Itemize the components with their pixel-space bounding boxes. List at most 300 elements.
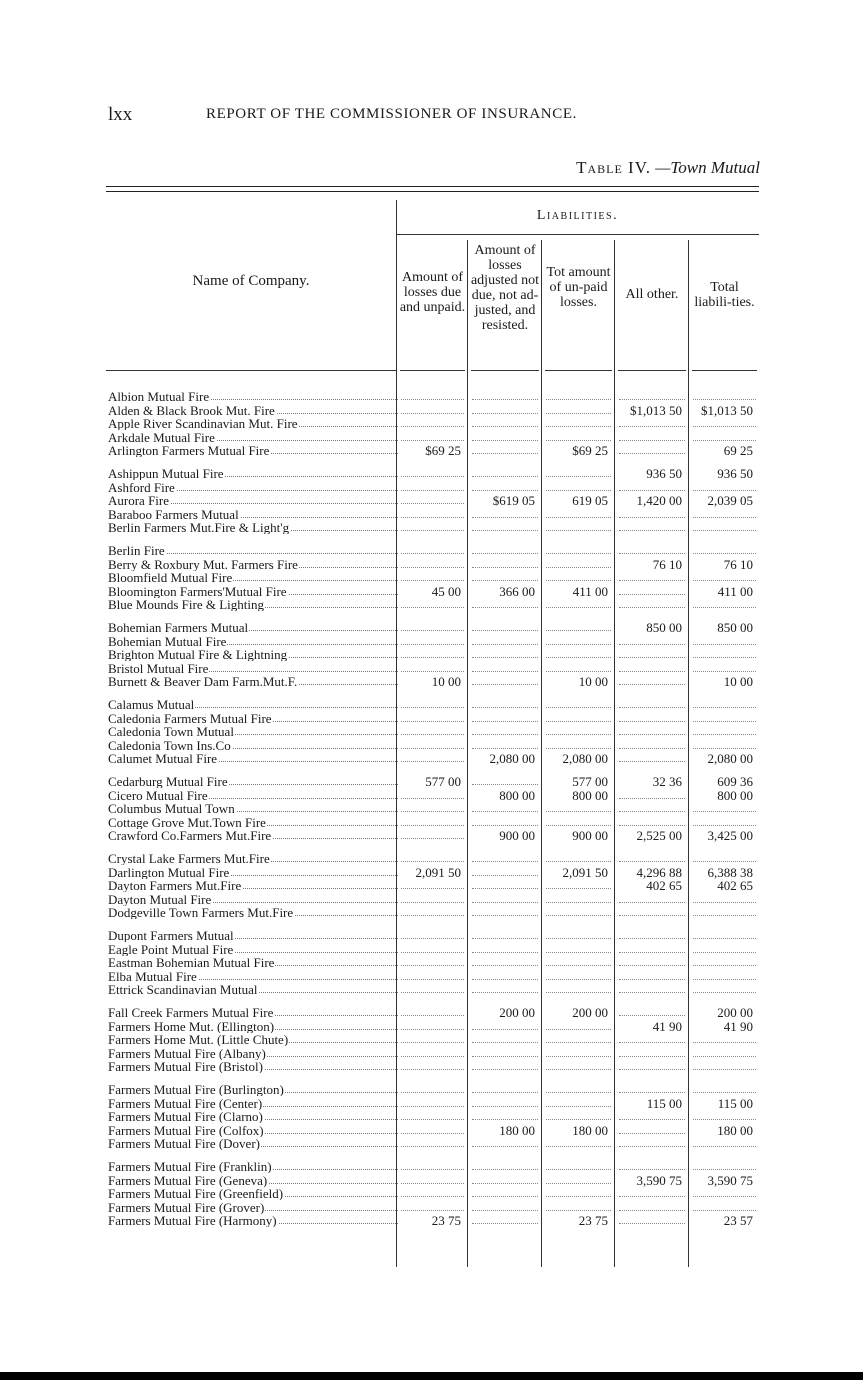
cell-value: 23 57: [723, 1213, 753, 1228]
empty-cell-leader: [693, 725, 756, 735]
empty-cell-leader: [401, 481, 464, 491]
company-name: [108, 635, 398, 648]
company-name-text: Columbus Mutual Town: [108, 802, 235, 815]
cell-value: $619 05: [492, 493, 535, 508]
empty-cell-leader: [472, 1160, 538, 1170]
empty-cell-leader: [472, 404, 538, 414]
empty-cell-leader: [693, 1160, 756, 1170]
empty-cell-leader: [619, 906, 685, 916]
value-cell: [619, 1174, 685, 1187]
table-caption-subtitle: —Town Mutual: [655, 158, 760, 177]
empty-cell-leader: [401, 494, 464, 504]
company-name: [108, 494, 398, 507]
empty-cell-leader: [619, 1214, 685, 1224]
empty-cell-leader: [546, 1083, 611, 1093]
table-row: [106, 893, 759, 906]
empty-cell-leader: [546, 1110, 611, 1120]
empty-cell-leader: [401, 544, 464, 554]
company-name-text: Caledonia Farmers Mutual Fire: [108, 711, 272, 725]
value-cell: [401, 1214, 464, 1227]
company-name-text: Cicero Mutual Fire: [108, 788, 208, 802]
company-name-text: Farmers Mutual Fire (Greenfield): [108, 1187, 284, 1200]
empty-cell-leader: [693, 698, 756, 708]
cell-value: 10 00: [723, 674, 753, 689]
empty-cell-leader: [693, 481, 756, 491]
empty-cell-leader: [693, 417, 756, 427]
empty-cell-leader: [619, 675, 685, 685]
empty-cell-leader: [401, 698, 464, 708]
company-name: [108, 1033, 398, 1046]
company-name-text: Calamus Mutual: [108, 698, 195, 711]
empty-cell-leader: [619, 802, 685, 812]
empty-cell-leader: [401, 906, 464, 916]
table-row: [106, 1060, 759, 1073]
empty-cell-leader: [546, 521, 611, 531]
company-name-text: Eagle Point Mutual Fire: [108, 942, 234, 956]
cell-value: 23 75: [431, 1213, 461, 1228]
empty-cell-leader: [693, 508, 756, 518]
empty-cell-leader: [619, 1110, 685, 1120]
cell-value: 619 05: [572, 493, 608, 508]
company-name-text: Farmers Home Mut. (Ellington): [108, 1019, 275, 1033]
value-cell: [693, 829, 756, 842]
empty-cell-leader: [619, 893, 685, 903]
empty-cell-leader: [546, 970, 611, 980]
cell-value: 2,091 50: [415, 864, 461, 880]
empty-cell-leader: [401, 662, 464, 672]
table-row: [106, 970, 759, 983]
running-title: REPORT OF THE COMMISSIONER OF INSURANCE.: [206, 106, 577, 122]
cell-value: 577 00: [425, 774, 461, 789]
empty-cell-leader: [546, 1097, 611, 1107]
cell-value: 200 00: [717, 1005, 753, 1020]
empty-cell-leader: [401, 1124, 464, 1134]
table-row: [106, 829, 759, 842]
cell-value: 2,080 00: [489, 751, 535, 766]
empty-cell-leader: [619, 598, 685, 608]
empty-cell-leader: [401, 467, 464, 477]
company-name: [108, 417, 398, 430]
empty-cell-leader: [546, 390, 611, 400]
cell-value: 76 10: [723, 556, 753, 572]
empty-cell-leader: [472, 983, 538, 993]
empty-cell-leader: [546, 571, 611, 581]
empty-cell-leader: [401, 648, 464, 658]
company-name: [108, 698, 398, 711]
empty-cell-leader: [546, 635, 611, 645]
company-name: [108, 648, 398, 661]
empty-cell-leader: [472, 1201, 538, 1211]
cell-value: 180 00: [572, 1122, 608, 1138]
empty-cell-leader: [401, 1201, 464, 1211]
value-cell: [472, 1006, 538, 1019]
value-cell: [619, 467, 685, 480]
value-cell: [546, 585, 611, 598]
cell-value: 115 00: [646, 1095, 682, 1111]
liabilities-heading: Liabilities.: [536, 208, 619, 223]
cell-value: 3,590 75: [636, 1172, 682, 1188]
empty-cell-leader: [401, 739, 464, 749]
empty-cell-leader: [472, 879, 538, 889]
cell-value: $69 25: [572, 443, 608, 458]
cell-value: 10 00: [431, 674, 461, 689]
table-row: [106, 1214, 759, 1227]
value-cell: [693, 1006, 756, 1019]
value-cell: [693, 444, 756, 457]
company-name: [108, 983, 398, 996]
empty-cell-leader: [693, 802, 756, 812]
company-name-text: Farmers Mutual Fire (Bristol): [108, 1060, 263, 1073]
company-name: [108, 1174, 398, 1187]
value-cell: [693, 1214, 756, 1227]
empty-cell-leader: [546, 1187, 611, 1197]
value-cell: [546, 444, 611, 457]
empty-cell-leader: [472, 1060, 538, 1070]
empty-cell-leader: [693, 662, 756, 672]
column-header-5: Total liabili-ties.: [694, 280, 755, 310]
empty-cell-leader: [401, 635, 464, 645]
company-name-text: Calumet Mutual Fire: [108, 752, 218, 765]
value-cell: [693, 775, 756, 788]
company-name-text: Aurora Fire: [108, 494, 170, 507]
empty-cell-leader: [619, 431, 685, 441]
empty-cell-leader: [401, 1110, 464, 1120]
company-name-text: Ashford Fire: [108, 480, 175, 494]
table-row: [106, 775, 759, 788]
empty-cell-leader: [546, 929, 611, 939]
empty-cell-leader: [693, 739, 756, 749]
cell-value: 3,590 75: [707, 1172, 753, 1188]
cell-value: 45 00: [431, 583, 461, 599]
table-row: [106, 521, 759, 534]
column-header-3: Tot amount of un-paid losses.: [546, 265, 611, 310]
empty-cell-leader: [546, 816, 611, 826]
company-name: [108, 508, 398, 521]
empty-cell-leader: [401, 1137, 464, 1147]
company-name-text: Bohemian Farmers Mutual: [108, 621, 249, 634]
empty-cell-leader: [546, 698, 611, 708]
table-row: [106, 1110, 759, 1123]
company-name: [108, 544, 398, 557]
empty-cell-leader: [619, 983, 685, 993]
empty-cell-leader: [472, 866, 538, 876]
empty-cell-leader: [546, 852, 611, 862]
company-name-text: Ettrick Scandinavian Mutual: [108, 983, 258, 996]
value-cell: [401, 675, 464, 688]
table-row: [106, 481, 759, 494]
company-name-text: Cedarburg Mutual Fire: [108, 775, 228, 788]
value-cell: [546, 775, 611, 788]
empty-cell-leader: [401, 508, 464, 518]
empty-cell-leader: [401, 789, 464, 799]
empty-cell-leader: [619, 585, 685, 595]
empty-cell-leader: [401, 943, 464, 953]
value-cell: [619, 866, 685, 879]
empty-cell-leader: [546, 648, 611, 658]
cell-value: 900 00: [499, 828, 535, 843]
empty-cell-leader: [472, 544, 538, 554]
table-row: [106, 816, 759, 829]
table-row: [106, 635, 759, 648]
cell-value: $69 25: [425, 443, 461, 458]
table-row: [106, 444, 759, 457]
company-name: [108, 1124, 398, 1137]
company-name: [108, 1083, 398, 1096]
empty-cell-leader: [693, 1201, 756, 1211]
company-name: [108, 802, 398, 815]
empty-cell-leader: [472, 802, 538, 812]
value-cell: [472, 829, 538, 842]
table-row: [106, 789, 759, 802]
empty-cell-leader: [472, 431, 538, 441]
company-name: [108, 1137, 398, 1150]
empty-cell-leader: [401, 956, 464, 966]
company-name-text: Crystal Lake Farmers Mut.Fire: [108, 852, 270, 865]
company-name-text: Farmers Mutual Fire (Geneva): [108, 1173, 268, 1187]
empty-cell-leader: [401, 558, 464, 568]
empty-cell-leader: [546, 1174, 611, 1184]
empty-cell-leader: [401, 816, 464, 826]
table-row: [106, 1006, 759, 1019]
company-name: [108, 929, 398, 942]
company-name: [108, 1006, 398, 1019]
company-name: [108, 598, 398, 611]
empty-cell-leader: [619, 1124, 685, 1134]
empty-cell-leader: [472, 775, 538, 785]
empty-cell-leader: [401, 1047, 464, 1057]
column-header-1: Amount of losses due and unpaid.: [399, 270, 466, 315]
empty-cell-leader: [693, 431, 756, 441]
value-cell: [472, 789, 538, 802]
company-name-text: Dupont Farmers Mutual: [108, 929, 234, 942]
cell-value: 6,388 38: [707, 864, 753, 880]
empty-cell-leader: [401, 571, 464, 581]
empty-cell-leader: [472, 1174, 538, 1184]
empty-cell-leader: [401, 621, 464, 631]
empty-cell-leader: [619, 521, 685, 531]
cell-value: 10 00: [578, 674, 608, 689]
table-row: [106, 906, 759, 919]
empty-cell-leader: [619, 929, 685, 939]
company-name: [108, 970, 398, 983]
table-row: [106, 494, 759, 507]
value-cell: [693, 621, 756, 634]
company-name-text: Caledonia Town Ins.Co: [108, 738, 231, 752]
empty-cell-leader: [693, 929, 756, 939]
empty-cell-leader: [619, 1083, 685, 1093]
company-name: [108, 467, 398, 480]
cell-value: 32 36: [652, 774, 682, 789]
company-name: [108, 752, 398, 765]
table-row: [106, 1047, 759, 1060]
empty-cell-leader: [472, 1110, 538, 1120]
empty-cell-leader: [401, 802, 464, 812]
value-cell: [619, 1097, 685, 1110]
cell-value: 41 90: [652, 1018, 682, 1034]
empty-cell-leader: [546, 725, 611, 735]
table-row: [106, 1174, 759, 1187]
company-name-text: Farmers Mutual Fire (Colfox): [108, 1123, 264, 1137]
company-name: [108, 1020, 398, 1033]
value-cell: [693, 404, 756, 417]
table-row: [106, 404, 759, 417]
company-name: [108, 816, 398, 829]
company-name-text: Dayton Farmers Mut.Fire: [108, 879, 242, 892]
empty-cell-leader: [472, 852, 538, 862]
cell-value: 2,091 50: [562, 864, 608, 880]
empty-cell-leader: [472, 906, 538, 916]
cell-value: 900 00: [572, 828, 608, 843]
empty-cell-leader: [401, 752, 464, 762]
empty-cell-leader: [401, 1174, 464, 1184]
value-cell: [619, 775, 685, 788]
empty-cell-leader: [472, 739, 538, 749]
empty-cell-leader: [693, 1083, 756, 1093]
empty-cell-leader: [401, 1020, 464, 1030]
cell-value: $1,013 50: [630, 402, 682, 418]
empty-cell-leader: [401, 929, 464, 939]
company-name: [108, 1160, 398, 1173]
top-rule-2: [106, 191, 759, 192]
cell-value: 1,420 00: [636, 493, 682, 508]
empty-cell-leader: [401, 970, 464, 980]
empty-cell-leader: [546, 906, 611, 916]
empty-cell-leader: [619, 544, 685, 554]
empty-cell-leader: [546, 558, 611, 568]
empty-cell-leader: [546, 983, 611, 993]
company-name-text: Eastman Bohemian Mutual Fire: [108, 956, 275, 969]
empty-cell-leader: [472, 712, 538, 722]
company-name: [108, 481, 398, 494]
value-cell: [693, 585, 756, 598]
value-cell: [472, 585, 538, 598]
cell-value: 366 00: [499, 583, 535, 599]
company-name-text: Dodgeville Town Farmers Mut.Fire: [108, 906, 294, 919]
company-name-text: Albion Mutual Fire: [108, 390, 210, 403]
empty-cell-leader: [619, 390, 685, 400]
company-name: [108, 1097, 398, 1110]
cell-value: 2,080 00: [562, 751, 608, 766]
company-name-text: Alden & Black Brook Mut. Fire: [108, 403, 275, 417]
empty-cell-leader: [619, 648, 685, 658]
empty-cell-leader: [401, 1187, 464, 1197]
empty-cell-leader: [619, 1033, 685, 1043]
company-name: [108, 893, 398, 906]
value-cell: [401, 444, 464, 457]
empty-cell-leader: [693, 893, 756, 903]
empty-cell-leader: [693, 598, 756, 608]
column-header-rule-2: [471, 370, 539, 371]
company-name-text: Bristol Mutual Fire: [108, 661, 209, 675]
company-name-text: Farmers Home Mut. (Little Chute): [108, 1033, 289, 1046]
empty-cell-leader: [619, 571, 685, 581]
empty-cell-leader: [693, 648, 756, 658]
empty-cell-leader: [472, 571, 538, 581]
table-row: [106, 508, 759, 521]
empty-cell-leader: [546, 712, 611, 722]
value-cell: [619, 558, 685, 571]
empty-cell-leader: [401, 431, 464, 441]
value-cell: [693, 752, 756, 765]
empty-cell-leader: [472, 1033, 538, 1043]
value-cell: [619, 404, 685, 417]
cell-value: 800 00: [717, 787, 753, 803]
value-cell: [619, 621, 685, 634]
empty-cell-leader: [693, 852, 756, 862]
empty-cell-leader: [546, 1137, 611, 1147]
empty-cell-leader: [619, 970, 685, 980]
value-cell: [401, 585, 464, 598]
cell-value: 41 90: [723, 1018, 753, 1034]
company-name: [108, 775, 398, 788]
company-name: [108, 675, 398, 688]
cell-value: 577 00: [572, 774, 608, 789]
table-row: [106, 648, 759, 661]
empty-cell-leader: [546, 544, 611, 554]
column-header-2: Amount of losses adjusted not due, not ad-justed, and resisted.: [470, 243, 540, 333]
empty-cell-leader: [472, 816, 538, 826]
company-name: [108, 558, 398, 571]
empty-cell-leader: [472, 725, 538, 735]
table-row: [106, 1033, 759, 1046]
value-cell: [619, 879, 685, 892]
empty-cell-leader: [693, 712, 756, 722]
table-row: [106, 621, 759, 634]
cell-value: 3,425 00: [707, 828, 753, 843]
empty-cell-leader: [693, 1033, 756, 1043]
company-name-text: Burnett & Beaver Dam Farm.Mut.F.: [108, 675, 298, 688]
empty-cell-leader: [401, 1097, 464, 1107]
empty-cell-leader: [546, 879, 611, 889]
company-name: [108, 829, 398, 842]
empty-cell-leader: [401, 1006, 464, 1016]
column-header-rule-5: [692, 370, 757, 371]
empty-cell-leader: [472, 635, 538, 645]
empty-cell-leader: [401, 829, 464, 839]
empty-cell-leader: [472, 929, 538, 939]
empty-cell-leader: [619, 789, 685, 799]
empty-cell-leader: [472, 956, 538, 966]
empty-cell-leader: [546, 1047, 611, 1057]
empty-cell-leader: [472, 970, 538, 980]
table-row: [106, 929, 759, 942]
table-row: [106, 558, 759, 571]
value-cell: [693, 1097, 756, 1110]
empty-cell-leader: [401, 852, 464, 862]
empty-cell-leader: [546, 1201, 611, 1211]
company-name: [108, 725, 398, 738]
empty-cell-leader: [401, 1160, 464, 1170]
empty-cell-leader: [619, 1047, 685, 1057]
empty-cell-leader: [401, 598, 464, 608]
table-row: [106, 1160, 759, 1173]
cell-value: 4,296 88: [636, 864, 682, 880]
company-name: [108, 571, 398, 584]
company-name: [108, 1047, 398, 1060]
table-row: [106, 467, 759, 480]
cell-value: 69 25: [723, 443, 753, 458]
empty-cell-leader: [472, 1083, 538, 1093]
company-name-text: Bloomington Farmers'Mutual Fire: [108, 584, 287, 598]
empty-cell-leader: [619, 481, 685, 491]
company-name-text: Farmers Mutual Fire (Grover): [108, 1200, 265, 1214]
table-row: [106, 739, 759, 752]
empty-cell-leader: [472, 444, 538, 454]
company-name: [108, 431, 398, 444]
company-name-text: Farmers Mutual Fire (Franklin): [108, 1160, 272, 1173]
empty-cell-leader: [546, 621, 611, 631]
company-name-text: Farmers Mutual Fire (Albany): [108, 1046, 266, 1060]
